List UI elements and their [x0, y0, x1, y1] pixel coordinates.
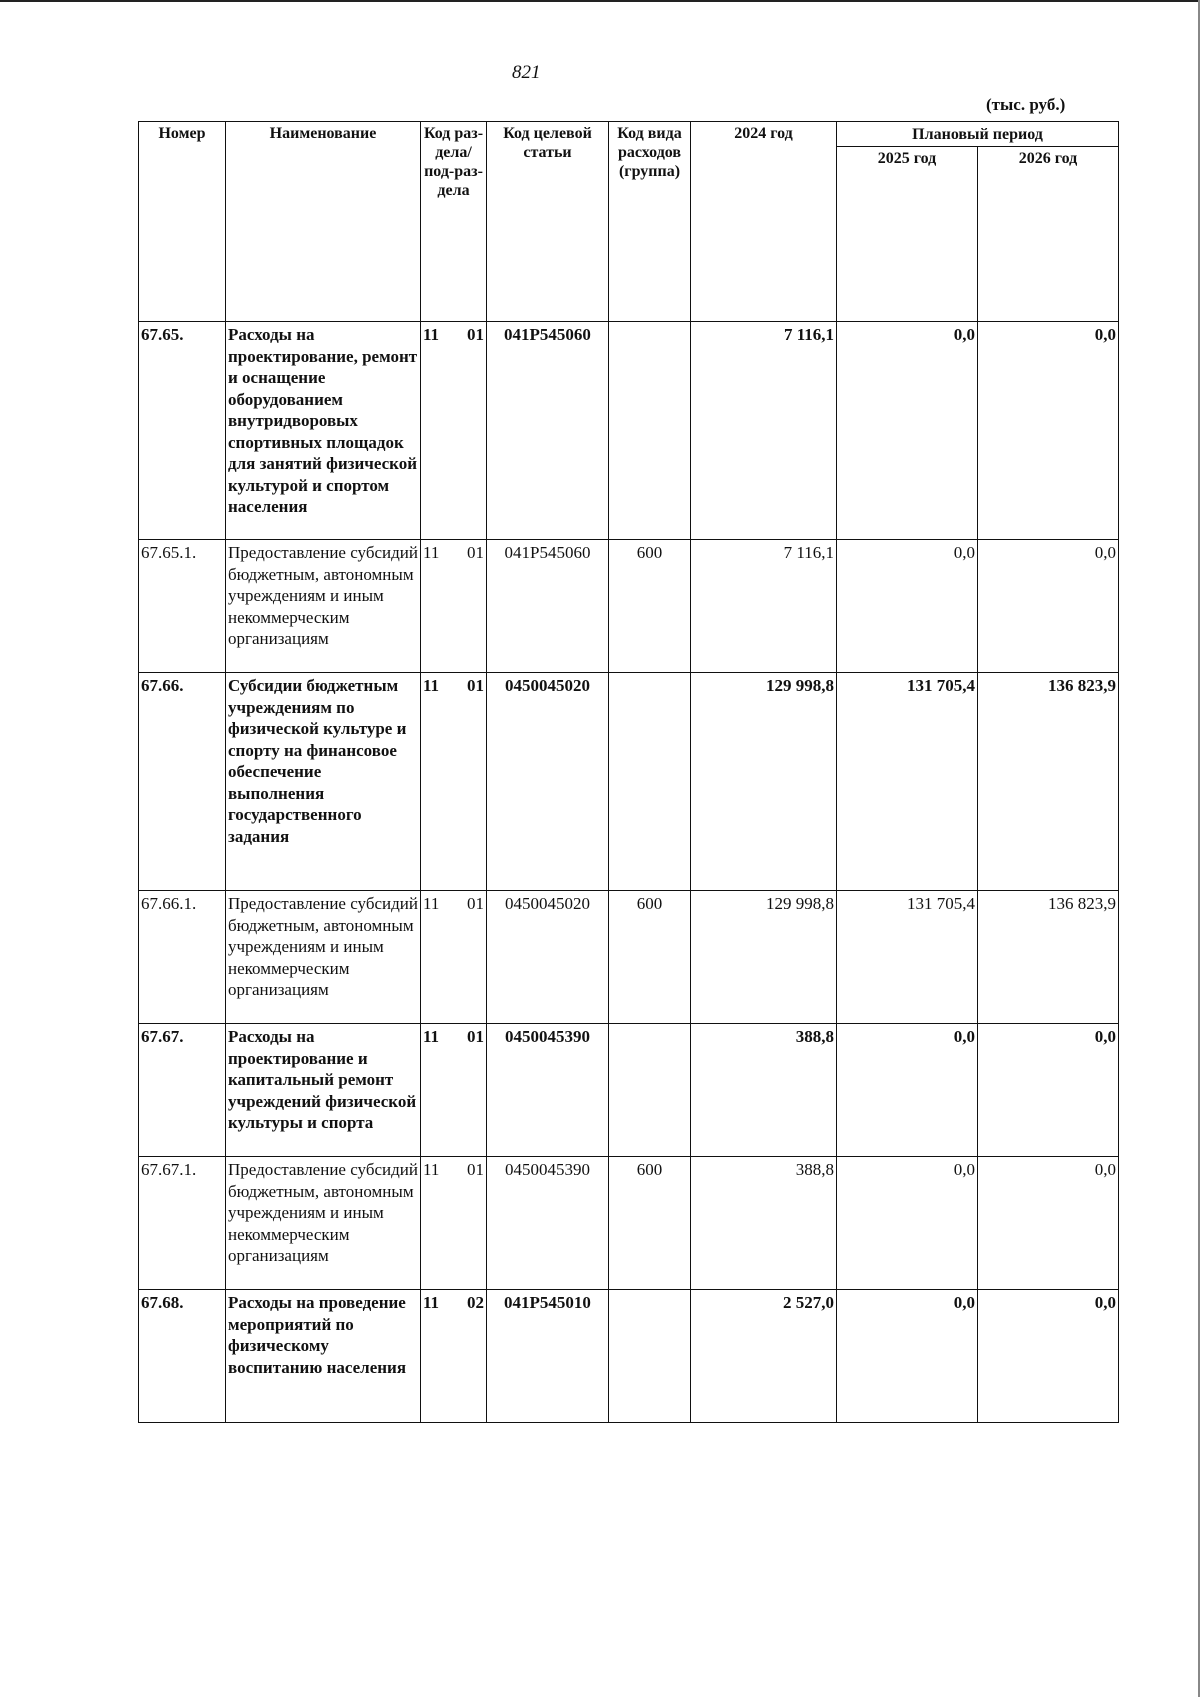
row-target-code: 041P545060: [487, 322, 609, 540]
row-target-code: 041P545010: [487, 1290, 609, 1423]
row-name: Предоставление субсидий бюджетным, автономным учреждениям и иным некоммерческим организациям: [226, 1157, 421, 1290]
row-amount-2026: 136 823,9: [978, 673, 1119, 891]
row-amount-2026: 0,0: [978, 1290, 1119, 1423]
row-amount-2025: 0,0: [837, 1290, 978, 1423]
row-subsection: 01: [467, 1160, 484, 1179]
row-section: 11: [423, 1293, 440, 1312]
row-amount-2025: 131 705,4: [837, 891, 978, 1024]
table-row: [139, 1024, 1119, 1157]
row-amount-2024: 388,8: [691, 1157, 837, 1290]
page-number: 821: [512, 62, 541, 83]
row-expense-type: 600: [609, 540, 691, 673]
row-name: Расходы на проектирование и капитальный ремонт учреждений физической культуры и спорта: [226, 1024, 421, 1157]
units-label: (тыс. руб.): [986, 95, 1066, 114]
table-row: [139, 1290, 1119, 1423]
row-name: Расходы на проектирование, ремонт и оснащение оборудованием внутридворовых спортивных площадок для занятий физической культурой и спортом населения: [226, 322, 421, 540]
scan-edge-top: [0, 0, 1200, 2]
row-target-code: 0450045020: [487, 891, 609, 1024]
row-amount-2025: 131 705,4: [837, 673, 978, 891]
row-name: Расходы на проведение мероприятий по физическому воспитанию населения: [226, 1290, 421, 1423]
row-number: 67.68.: [139, 1290, 226, 1423]
row-name: Предоставление субсидий бюджетным, автономным учреждениям и иным некоммерческим организациям: [226, 891, 421, 1024]
table-row: [139, 1157, 1119, 1290]
row-amount-2025: 0,0: [837, 540, 978, 673]
header-name: Наименование: [226, 122, 421, 322]
row-subsection: 02: [467, 1293, 484, 1312]
row-amount-2026: 136 823,9: [978, 891, 1119, 1024]
table-body: [139, 322, 1119, 1423]
row-number: 67.66.1.: [139, 891, 226, 1024]
row-amount-2026: 0,0: [978, 322, 1119, 540]
row-expense-type: [609, 322, 691, 540]
row-number: 67.67.: [139, 1024, 226, 1157]
table-row: [139, 540, 1119, 673]
row-number: 67.65.1.: [139, 540, 226, 673]
row-amount-2026: 0,0: [978, 1024, 1119, 1157]
budget-table: [138, 121, 1119, 1423]
header-target-code: Код целевой статьи: [487, 122, 609, 322]
header-expense-type-code: Код вида расходов (группа): [609, 122, 691, 322]
row-amount-2024: 2 527,0: [691, 1290, 837, 1423]
row-section-code: [421, 1290, 487, 1423]
row-name: Субсидии бюджетным учреждениям по физической культуре и спорту на финансовое обеспечение выполнения государственного задания: [226, 673, 421, 891]
row-amount-2026: 0,0: [978, 1157, 1119, 1290]
row-section-code: [421, 1024, 487, 1157]
row-target-code: 041P545060: [487, 540, 609, 673]
header-year-2026: 2026 год: [978, 147, 1119, 322]
row-amount-2024: 129 998,8: [691, 891, 837, 1024]
header-year-2024: 2024 год: [691, 122, 837, 322]
row-amount-2024: 7 116,1: [691, 322, 837, 540]
row-name: Предоставление субсидий бюджетным, автономным учреждениям и иным некоммерческим организациям: [226, 540, 421, 673]
row-subsection: 01: [467, 676, 484, 695]
row-subsection: 01: [467, 543, 484, 562]
table-row: [139, 891, 1119, 1024]
header-number: Номер: [139, 122, 226, 322]
row-expense-type: 600: [609, 891, 691, 1024]
row-section: 11: [423, 1027, 440, 1046]
row-amount-2024: 388,8: [691, 1024, 837, 1157]
row-amount-2025: 0,0: [837, 1024, 978, 1157]
row-amount-2024: 7 116,1: [691, 540, 837, 673]
row-expense-type: [609, 1024, 691, 1157]
row-section: 11: [423, 894, 440, 913]
row-section-code: [421, 891, 487, 1024]
row-number: 67.65.: [139, 322, 226, 540]
row-section: 11: [423, 325, 440, 344]
row-amount-2024: 129 998,8: [691, 673, 837, 891]
row-section-code: [421, 673, 487, 891]
row-section: 11: [423, 543, 440, 562]
header-planned-period: Плановый период: [837, 122, 1119, 147]
row-expense-type: [609, 1290, 691, 1423]
row-subsection: 01: [467, 325, 484, 344]
row-amount-2025: 0,0: [837, 1157, 978, 1290]
row-section: 11: [423, 676, 440, 695]
row-target-code: 0450045390: [487, 1024, 609, 1157]
header-row: [139, 122, 1119, 147]
row-number: 67.67.1.: [139, 1157, 226, 1290]
header-year-2025: 2025 год: [837, 147, 978, 322]
row-target-code: 0450045390: [487, 1157, 609, 1290]
row-amount-2026: 0,0: [978, 540, 1119, 673]
row-amount-2025: 0,0: [837, 322, 978, 540]
row-subsection: 01: [467, 894, 484, 913]
row-expense-type: [609, 673, 691, 891]
row-section-code: [421, 322, 487, 540]
row-number: 67.66.: [139, 673, 226, 891]
row-section-code: [421, 1157, 487, 1290]
row-expense-type: 600: [609, 1157, 691, 1290]
row-subsection: 01: [467, 1027, 484, 1046]
row-section-code: [421, 540, 487, 673]
table-row: [139, 673, 1119, 891]
row-target-code: 0450045020: [487, 673, 609, 891]
header-section-code: Код раз-дела/ под-раз-дела: [421, 122, 487, 322]
table-row: [139, 322, 1119, 540]
row-section: 11: [423, 1160, 440, 1179]
